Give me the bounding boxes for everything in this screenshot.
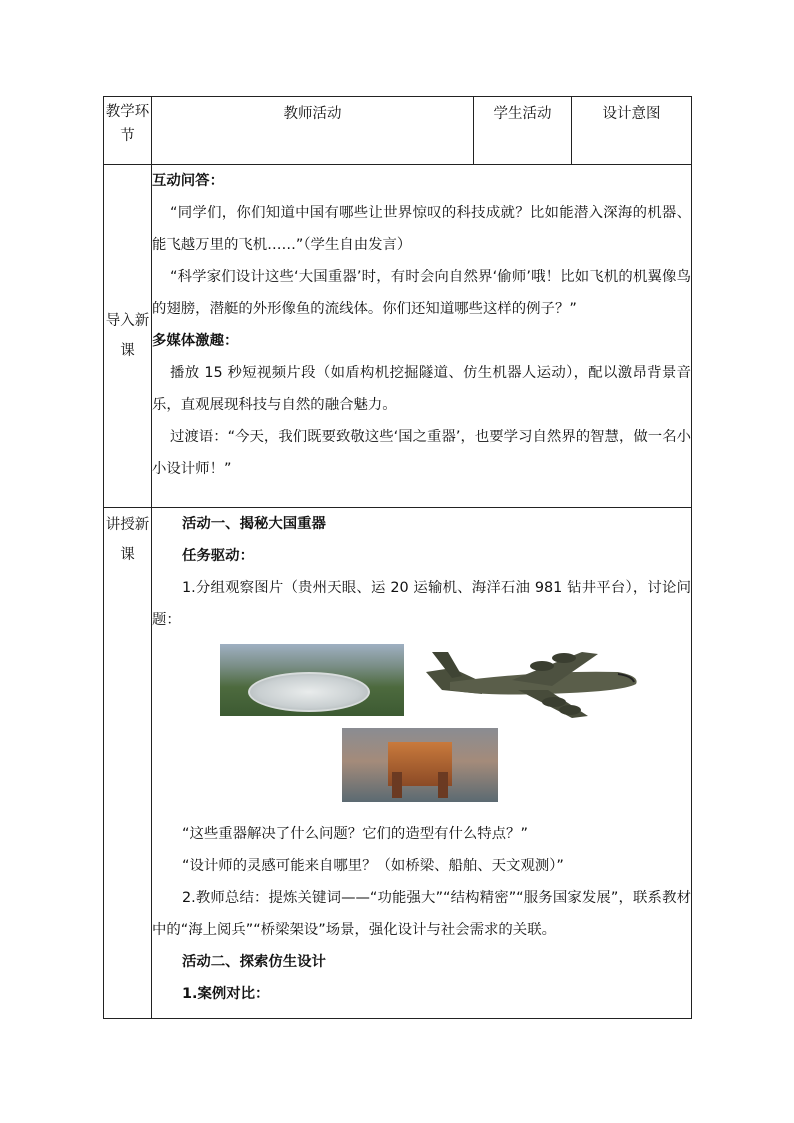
intro-para-4: 过渡语：“今天，我们既要致敬这些‘国之重器’，也要学习自然界的智慧，做一名小小设计师！”: [152, 429, 691, 477]
activity-1-title: 活动一、揭秘大国重器: [182, 516, 326, 532]
intro-para-3: 播放 15 秒短视频片段（如盾构机挖掘隧道、仿生机器人运动），配以激昂背景音乐，直观展现科技与自然的融合魅力。: [152, 365, 691, 413]
lecture-stage: 讲授新课: [104, 508, 152, 1019]
transport-aircraft-photo: [422, 642, 644, 722]
lecture-row: [104, 508, 692, 1019]
intro-stage: 导入新课: [104, 165, 152, 508]
header-stage: 教学环节: [104, 97, 152, 165]
step-2: 2.教师总结：提炼关键词——“功能强大”“结构精密”“服务国家发展”，联系教材中的“海上阅兵”“桥梁架设”场景，强化设计与社会需求的关联。: [152, 890, 691, 938]
case-heading: 1.案例对比：: [182, 986, 270, 1002]
step-1: 1.分组观察图片（贵州天眼、运 20 运输机、海洋石油 981 钻井平台），讨论问题：: [152, 580, 691, 628]
activity-2-title: 活动二、探索仿生设计: [182, 954, 326, 970]
intro-content: [152, 165, 692, 508]
header-teacher: 教师活动: [152, 97, 474, 165]
lecture-content: [152, 508, 692, 1019]
radio-telescope-photo: [220, 644, 404, 716]
question-2: “设计师的灵感可能来自哪里？（如桥梁、船舶、天文观测）”: [182, 858, 564, 874]
lesson-plan-table: [103, 96, 692, 1019]
image-group: [152, 636, 691, 818]
intro-heading-media: 多媒体激趣：: [152, 333, 239, 349]
header-row: [104, 97, 692, 165]
header-student: 学生活动: [474, 97, 572, 165]
intro-heading-qa: 互动问答：: [152, 173, 224, 189]
intro-para-1: “同学们，你们知道中国有哪些让世界惊叹的科技成就？比如能潜入深海的机器、能飞越万里的飞机……”（学生自由发言）: [152, 205, 691, 253]
task-heading: 任务驱动：: [182, 548, 254, 564]
intro-row: [104, 165, 692, 508]
drilling-platform-photo: [342, 728, 498, 802]
header-intent: 设计意图: [572, 97, 692, 165]
intro-para-2: “科学家们设计这些‘大国重器’时，有时会向自然界‘偷师’哦！比如飞机的机翼像鸟的翅膀，潜艇的外形像鱼的流线体。你们还知道哪些这样的例子？”: [152, 269, 691, 317]
question-1: “这些重器解决了什么问题？它们的造型有什么特点？”: [182, 826, 528, 842]
